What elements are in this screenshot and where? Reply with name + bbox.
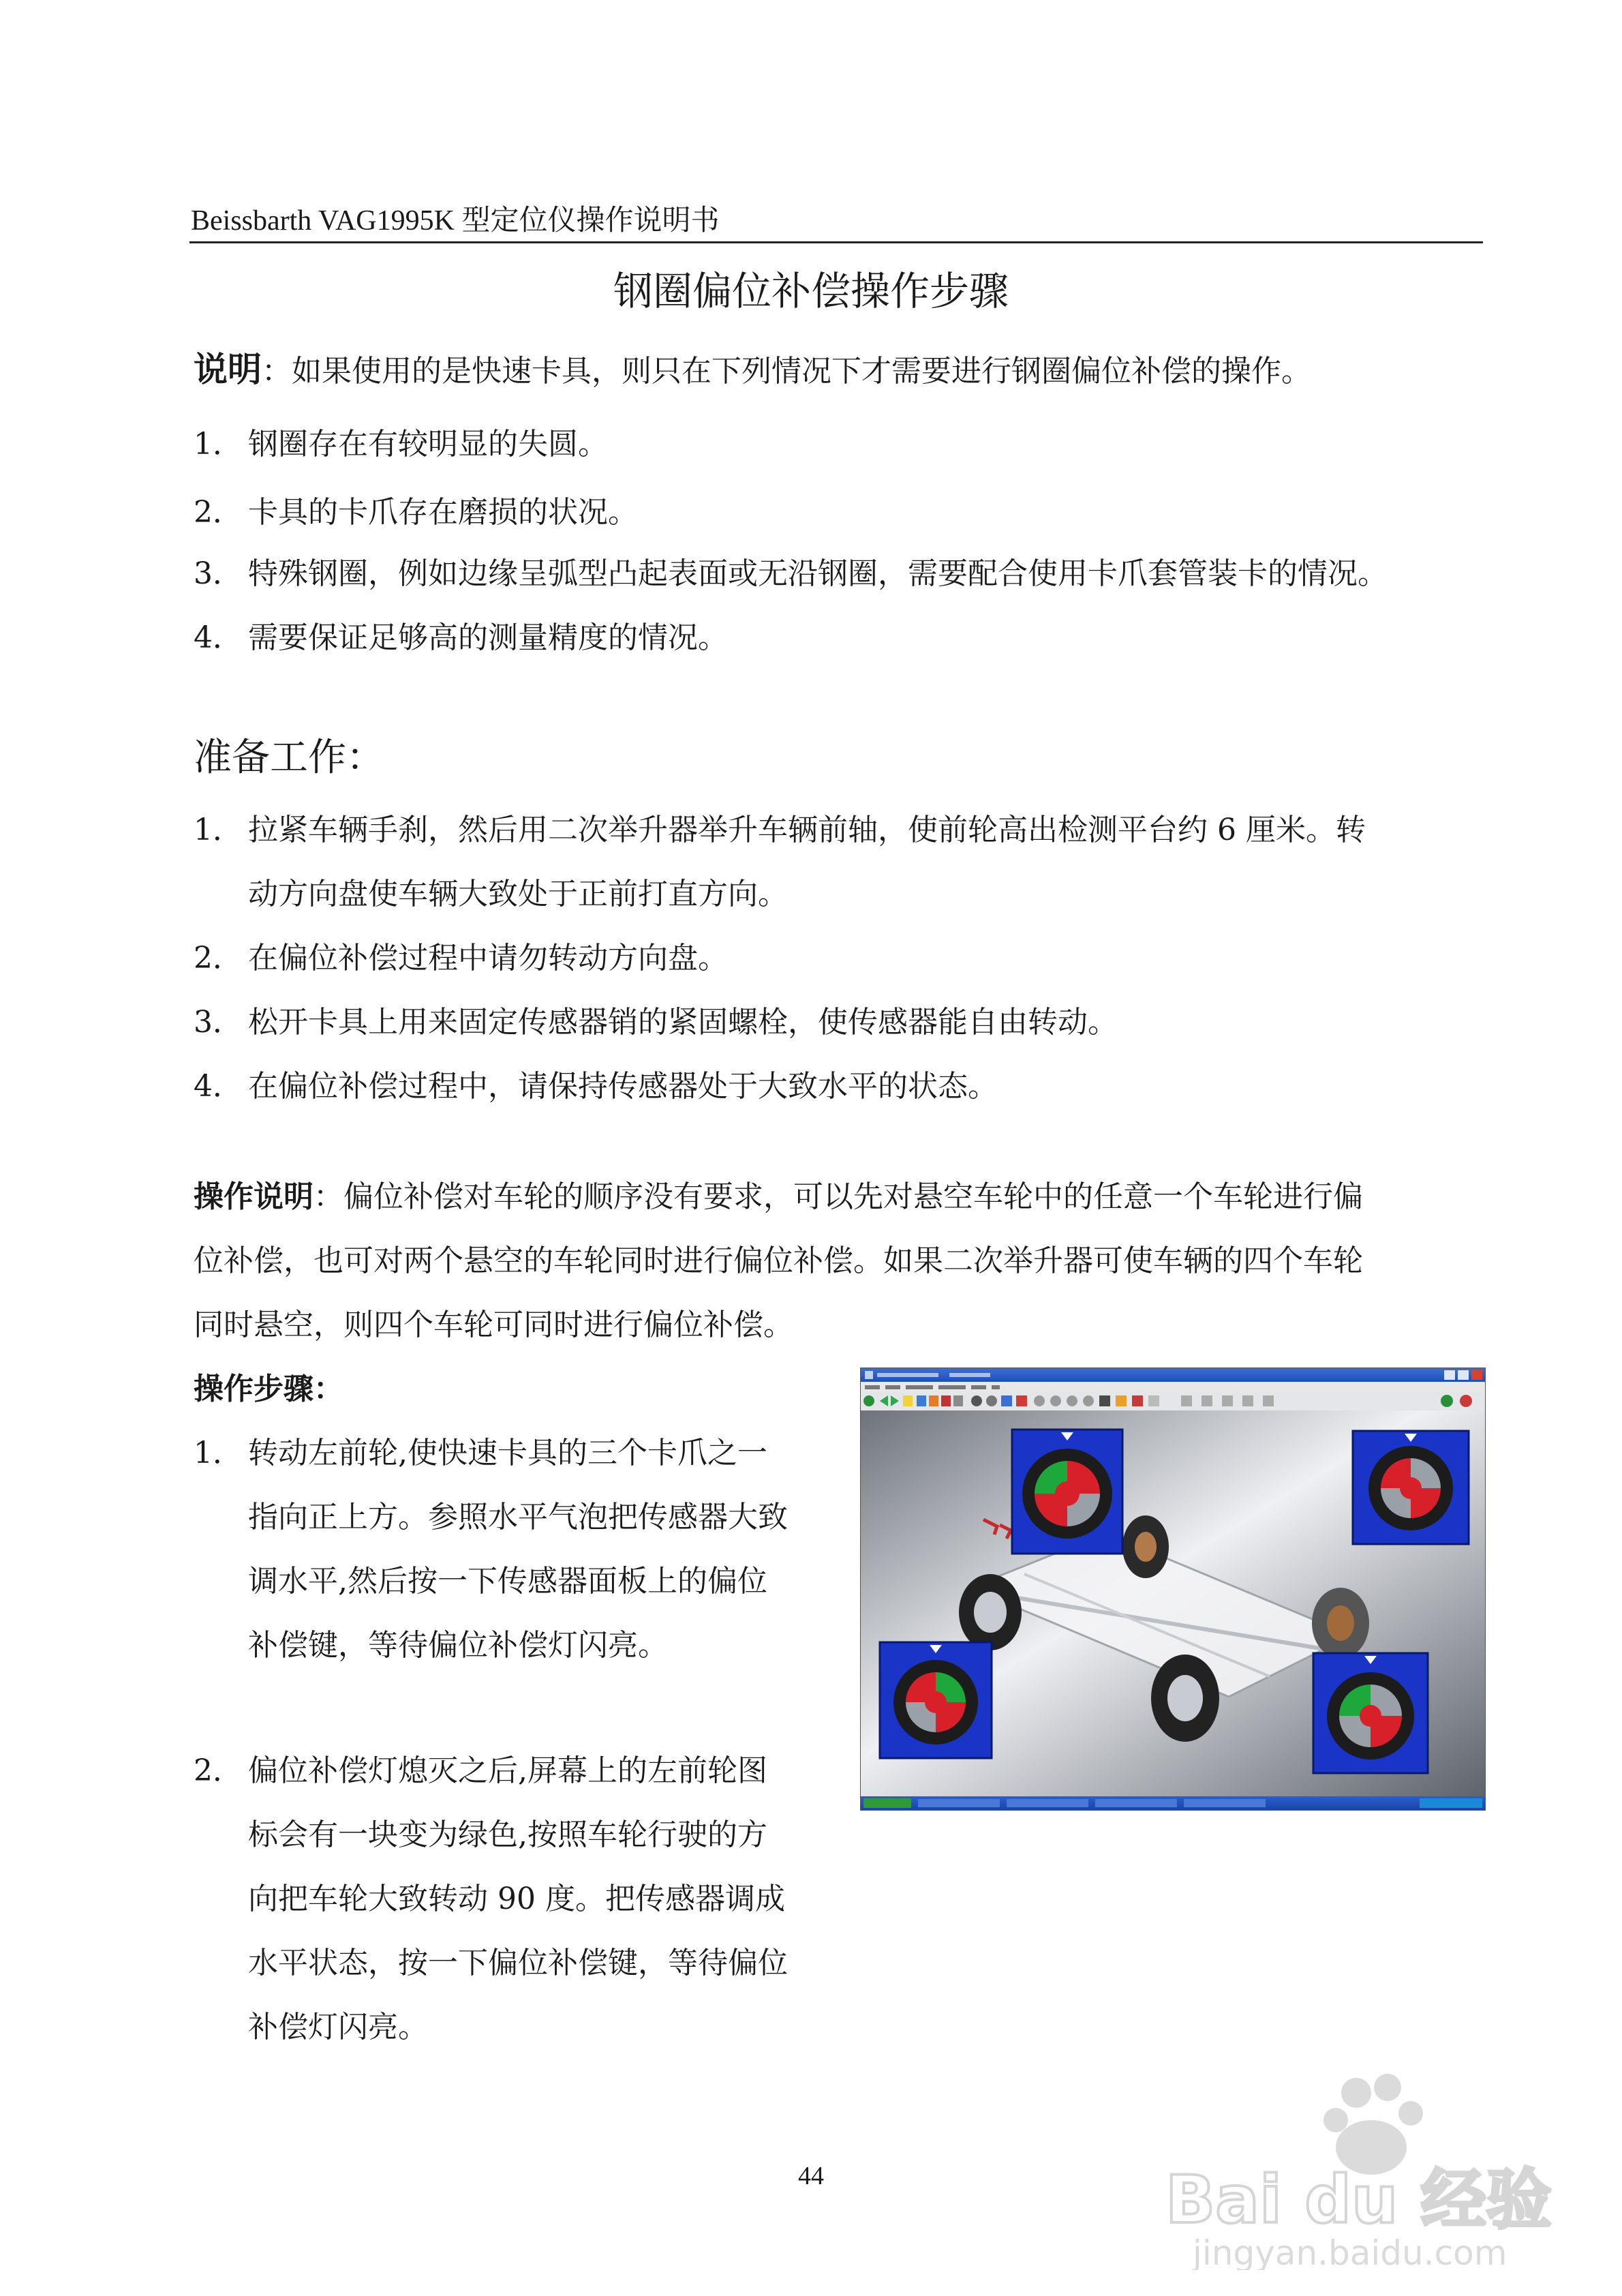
steps-heading: 操作步骤： xyxy=(194,1372,343,1406)
step-1-line-3: 调水平,然后按一下传感器面板上的偏位 xyxy=(248,1564,767,1599)
note-item-3: 3． 特殊钢圈，例如边缘呈弧型凸起表面或无沿钢圈，需要配合使用卡爪套管装卡的情况。 xyxy=(194,556,1388,591)
prep-item-1-cont: 动方向盘使车辆大致处于正前打直方向。 xyxy=(248,877,788,911)
page-number: 44 xyxy=(798,2162,824,2190)
tyre-rear-right xyxy=(1312,1588,1369,1659)
wheel-indicator-rear-right-sensor xyxy=(1313,1653,1428,1773)
prep-item-2: 2． 在偏位补偿过程中请勿转动方向盘。 xyxy=(194,941,728,976)
wheel-indicator-front-right-sensor xyxy=(1353,1431,1469,1544)
screenshot-menubar xyxy=(861,1382,1485,1391)
step-2-line-2: 标会有一块变为绿色,按照车轮行驶的方 xyxy=(248,1817,767,1852)
svg-text:jingyan.baidu.com: jingyan.baidu.com xyxy=(1193,2233,1508,2270)
tyre-front-right xyxy=(1122,1515,1169,1578)
baidu-jingyan-watermark xyxy=(1152,2052,1561,2270)
prep-item-1: 1． 拉紧车辆手刹，然后用二次举升器举升车辆前轴，使前轮高出检测平台约 6 厘米。转 xyxy=(194,813,1366,847)
note-text: ：如果使用的是快速卡具，则只在下列情况下才需要进行钢圈偏位补偿的操作。 xyxy=(262,354,1311,389)
screenshot-titlebar xyxy=(861,1368,1485,1382)
document-header: Beissbarth VAG1995K 型定位仪操作说明书 xyxy=(191,205,720,237)
ops-note-line-2: 位补偿，也可对两个悬空的车轮同时进行偏位补偿。如果二次举升器可使车辆的四个车轮 xyxy=(194,1243,1363,1278)
prep-item-4: 4． 在偏位补偿过程中，请保持传感器处于大致水平的状态。 xyxy=(194,1069,998,1104)
step-2-line-1: 2． 偏位补偿灯熄灭之后,屏幕上的左前轮图 xyxy=(194,1753,767,1788)
note-item-2: 2． 卡具的卡爪存在磨损的状况。 xyxy=(194,495,638,530)
note-item-4: 4． 需要保证足够高的测量精度的情况。 xyxy=(194,620,728,655)
tyre-rear-left xyxy=(1151,1655,1219,1742)
step-2-line-3: 向把车轮大致转动 90 度。把传感器调成 xyxy=(248,1882,785,1916)
step-1-line-1: 1． 转动左前轮,使快速卡具的三个卡爪之一 xyxy=(194,1436,767,1470)
note-label: 说明 xyxy=(194,350,262,389)
step-2-line-5: 补偿灯闪亮。 xyxy=(248,2010,428,2044)
page-title: 钢圈偏位补偿操作步骤 xyxy=(613,268,1009,314)
tyre-front-left xyxy=(959,1574,1022,1650)
step-2-line-4: 水平状态，按一下偏位补偿键，等待偏位 xyxy=(248,1946,788,1980)
ops-note-line-1: 操作说明：偏位补偿对车轮的顺序没有要求，可以先对悬空车轮中的任意一个车轮进行偏 xyxy=(194,1179,1363,1214)
note-line xyxy=(194,349,1311,390)
svg-text:Bai du 经验: Bai du 经验 xyxy=(1165,2162,1552,2238)
ops-note-label: 操作说明 xyxy=(194,1179,313,1214)
alignment-canvas xyxy=(861,1410,1485,1796)
step-1-line-2: 指向正上方。参照水平气泡把传感器大致 xyxy=(248,1500,788,1535)
prep-item-3: 3． 松开卡具上用来固定传感器销的紧固螺栓，使传感器能自由转动。 xyxy=(194,1005,1118,1040)
wheel-indicator-rear-left-sensor xyxy=(880,1642,992,1758)
step-1-line-4: 补偿键，等待偏位补偿灯闪亮。 xyxy=(248,1628,668,1663)
screenshot-toolbar xyxy=(861,1391,1485,1411)
header-rule xyxy=(189,241,1483,243)
software-screenshot xyxy=(860,1368,1486,1811)
prep-heading: 准备工作： xyxy=(194,736,384,780)
screenshot-taskbar xyxy=(861,1796,1485,1810)
note-item-1: 1． 钢圈存在有较明显的失圆。 xyxy=(194,427,608,462)
ops-note-line-3: 同时悬空，则四个车轮可同时进行偏位补偿。 xyxy=(194,1308,793,1342)
wheel-indicator-front-left-sensor xyxy=(1012,1430,1122,1554)
